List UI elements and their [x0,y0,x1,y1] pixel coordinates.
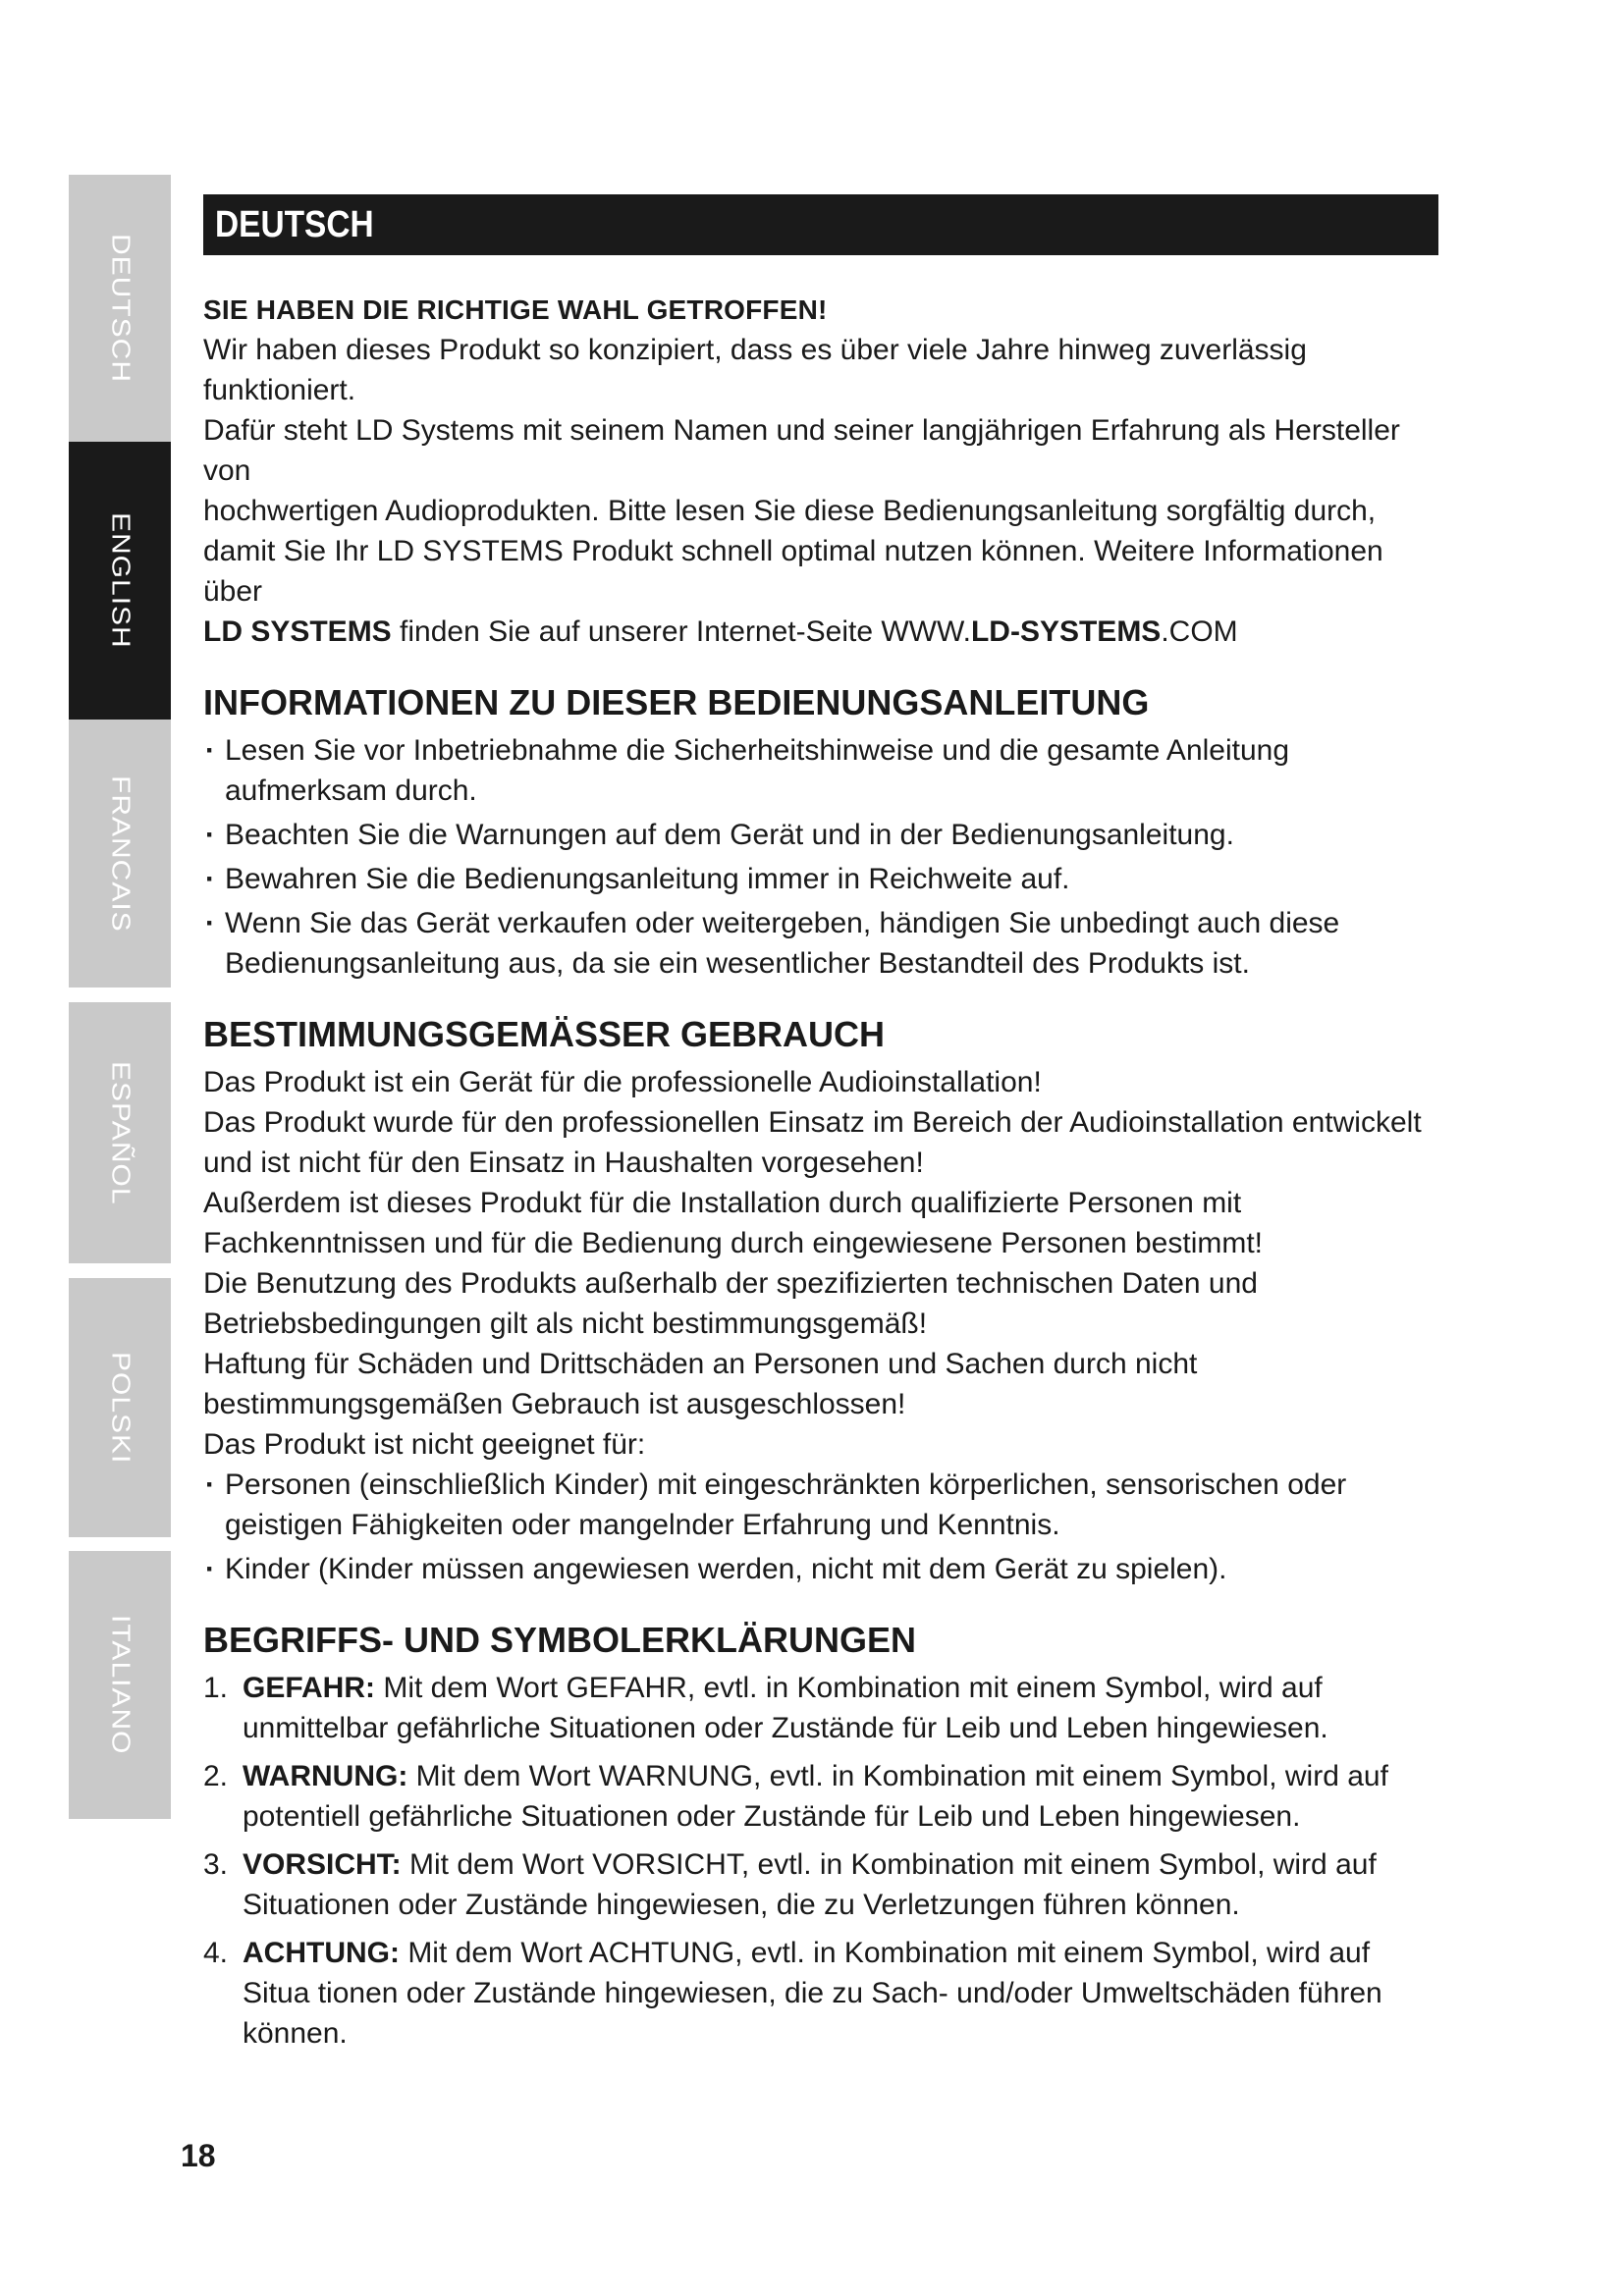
brand-name: LD SYSTEMS [203,615,392,648]
tab-espanol-label: ESPAÑOL [106,1060,135,1205]
main-content [203,294,1442,2061]
use-paragraph [203,1062,1442,1465]
page-number: 18 [181,2138,216,2173]
list-item: · Bewahren Sie die Bedienungsanleitung immer in Reichweite auf. [203,859,1442,899]
tab-francais[interactable] [69,720,171,988]
tab-english-label: ENGLISH [106,512,135,649]
list-item [203,1844,1442,1925]
use-line: Das Produkt wurde für den professionellen Einsatz im Bereich der Audioinstallation entwickelt [203,1106,1422,1139]
item-number: 4. [203,1937,229,1969]
use-line: und ist nicht für den Einsatz in Haushalten vorgesehen! [203,1147,924,1179]
tab-polski[interactable] [69,1278,171,1537]
language-header-title: DEUTSCH [215,203,374,245]
use-line: Betriebsbedingungen gilt als nicht bestimmungsgemäß! [203,1308,928,1340]
intro-line: hochwertigen Audioprodukten. Bitte lesen Sie diese Bedienungsanleitung sorgfältig durch, [203,495,1377,527]
term-text: Mit dem Wort WARNUNG, evtl. in Kombination mit einem Symbol, wird auf potentiell gefährliche Situationen oder Zustände für Leib und Leben hingewiesen. [243,1760,1388,1833]
term-keyword: ACHTUNG: [243,1937,400,1969]
tab-deutsch[interactable] [69,175,171,442]
tab-italiano-label: ITALIANO [106,1615,135,1755]
list-item [203,1756,1442,1837]
section-title-terms: BEGRIFFS- UND SYMBOLERKLÄRUNGEN [203,1620,916,1660]
list-item [203,1933,1442,2054]
intro-line: Dafür steht LD Systems mit seinem Namen und seiner langjährigen Erfahrung als Hersteller von [203,414,1400,487]
term-keyword: VORSICHT: [243,1848,402,1881]
tab-english[interactable] [69,442,171,720]
list-item: · Wenn Sie das Gerät verkaufen oder weitergeben, händigen Sie unbedingt auch diese Bedienungsanleitung aus, da sie ein wesentlicher Bestandteil des Produkts ist. [203,903,1442,984]
use-line: Die Benutzung des Produkts außerhalb der spezifizierten technischen Daten und [203,1267,1258,1300]
term-text: Mit dem Wort ACHTUNG, evtl. in Kombination mit einem Symbol, wird auf Situa tionen oder Zustände hingewiesen, die zu Sach- und/oder Umweltschäden führen können. [243,1937,1382,2050]
list-item [203,1668,1442,1748]
tab-italiano[interactable] [69,1551,171,1819]
section-title-info: INFORMATIONEN ZU DIESER BEDIENUNGSANLEITUNG [203,682,1150,722]
term-text: Mit dem Wort GEFAHR, evtl. in Kombination mit einem Symbol, wird auf unmittelbar gefährliche Situationen oder Zustände für Leib und Leben hingewiesen. [243,1672,1328,1744]
list-item: · Lesen Sie vor Inbetriebnahme die Sicherheitshinweise und die gesamte Anleitung aufmerksam durch. [203,730,1442,811]
item-number: 3. [203,1848,229,1881]
list-item: · Beachten Sie die Warnungen auf dem Gerät und in der Bedienungsanleitung. [203,815,1442,855]
item-number: 2. [203,1760,229,1792]
language-header-bar [203,194,1438,255]
use-line: Außerdem ist dieses Produkt für die Installation durch qualifizierte Personen mit [203,1187,1242,1219]
intro-line: Wir haben dieses Produkt so konzipiert, dass es über viele Jahre hinweg zuverlässig funktioniert. [203,334,1307,406]
section-title-use: BESTIMMUNGSGEMÄSSER GEBRAUCH [203,1014,886,1054]
intro-line: damit Sie Ihr LD SYSTEMS Produkt schnell optimal nutzen können. Weitere Informationen über [203,535,1383,608]
use-bullet-list [203,1465,1442,1589]
info-bullet-list [203,730,1442,984]
term-keyword: GEFAHR: [243,1672,375,1704]
terms-numbered-list [203,1668,1442,2054]
use-line: bestimmungsgemäßen Gebrauch ist ausgeschlossen! [203,1388,906,1420]
tab-polski-label: POLSKI [106,1351,135,1465]
tab-francais-label: FRANCAIS [106,774,135,933]
term-keyword: WARNUNG: [243,1760,408,1792]
website-link-bold[interactable]: LD-SYSTEMS [970,615,1162,648]
tab-espanol[interactable] [69,1002,171,1263]
list-item: · Kinder (Kinder müssen angewiesen werden, nicht mit dem Gerät zu spielen). [203,1549,1442,1589]
use-line: Das Produkt ist ein Gerät für die professionelle Audioinstallation! [203,1066,1042,1098]
use-line: Haftung für Schäden und Drittschäden an Personen und Sachen durch nicht [203,1348,1198,1380]
item-number: 1. [203,1672,229,1704]
use-line: Das Produkt ist nicht geeignet für: [203,1428,646,1461]
intro-text: finden Sie auf unserer Internet-Seite WWW. [391,615,971,648]
term-text: Mit dem Wort VORSICHT, evtl. in Kombination mit einem Symbol, wird auf Situationen oder Zustände hingewiesen, die zu Verletzungen führen können. [243,1848,1377,1921]
list-item: · Personen (einschließlich Kinder) mit eingeschränkten körperlichen, sensorischen oder geistigen Fähigkeiten oder mangelnder Erfahrung und Kenntnis. [203,1465,1442,1545]
intro-paragraph [203,330,1442,652]
intro-line-last [203,612,1442,652]
intro-title: SIE HABEN DIE RICHTIGE WAHL GETROFFEN! [203,294,828,325]
use-line: Fachkenntnissen und für die Bedienung durch eingewiesene Personen bestimmt! [203,1227,1264,1259]
tab-deutsch-label: DEUTSCH [106,233,135,383]
website-link-suffix: .COM [1161,615,1238,648]
